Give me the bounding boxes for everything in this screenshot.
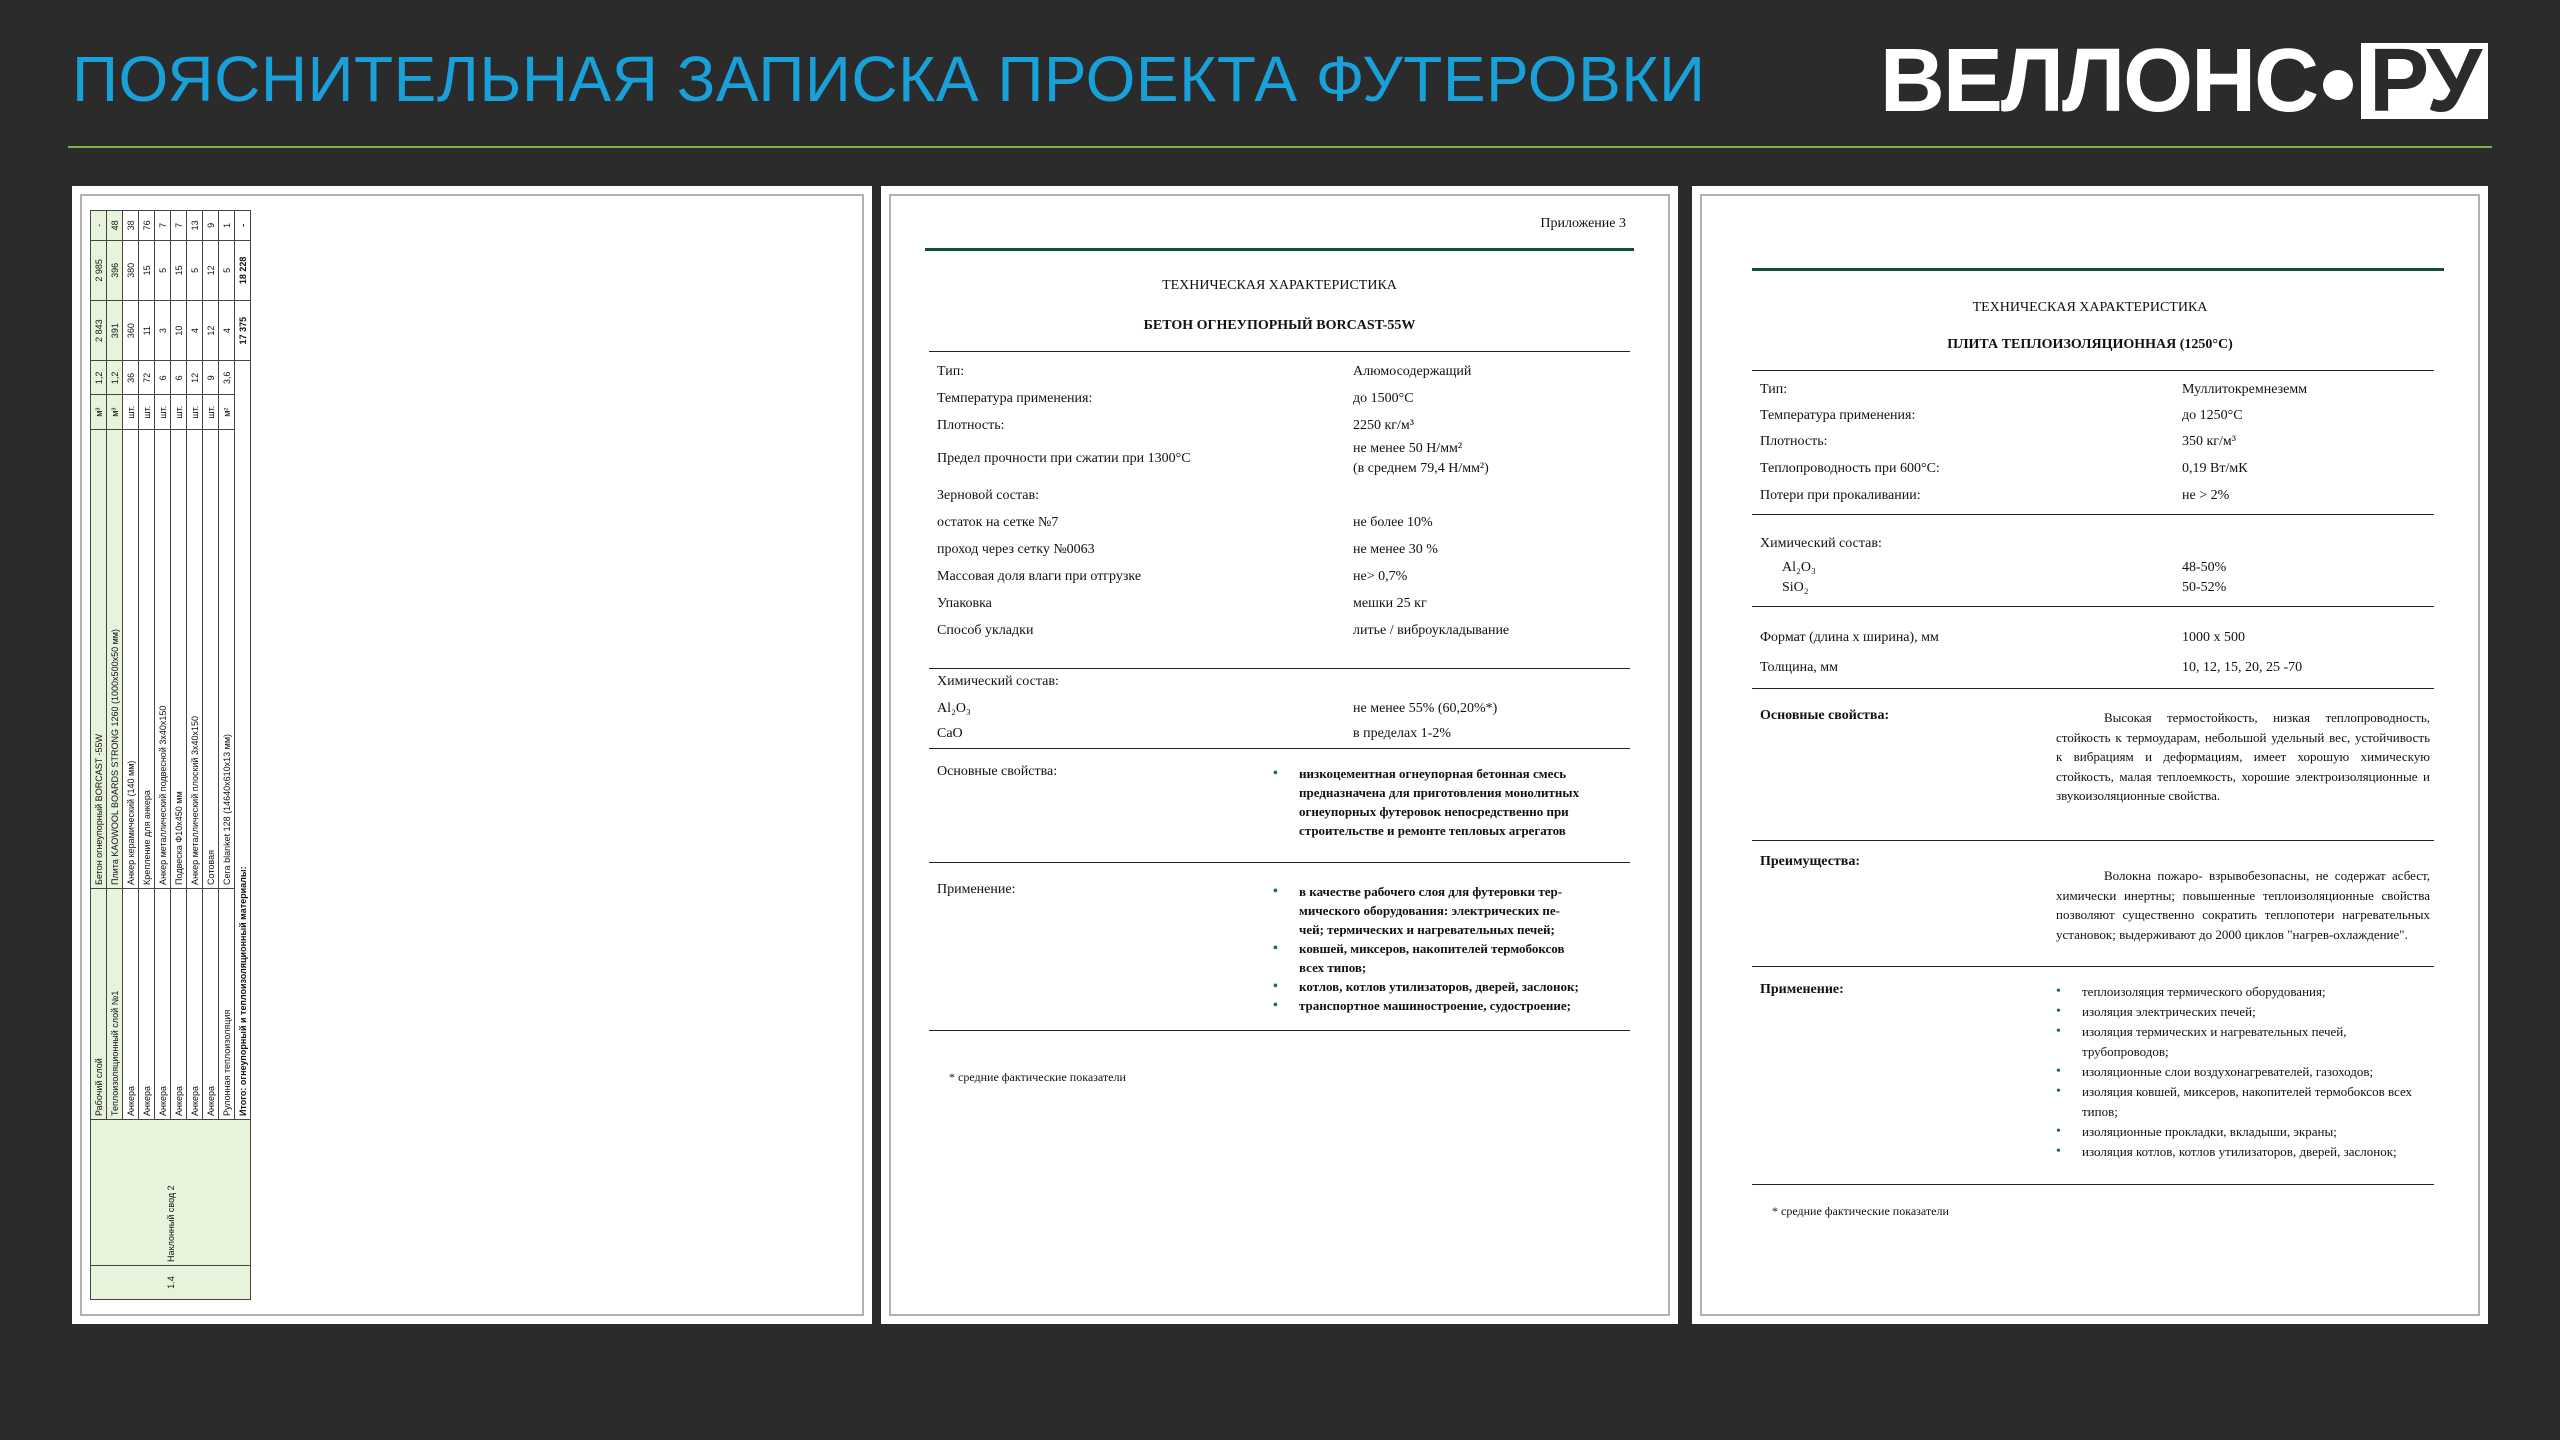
material-cell: Бетон огнеупорный BORCAST -55W	[91, 430, 107, 889]
layer-cell: Теплоизоляционный слой №1	[107, 888, 123, 1119]
prop-value: не> 0,7%	[1353, 569, 1408, 584]
spec-heading: ТЕХНИЧЕСКАЯ ХАРАКТЕРИСТИКА	[1162, 278, 1397, 293]
application-item: • изоляция котлов, котлов утилизаторов, дверей, заслонок;	[2056, 1142, 2430, 1162]
thickness-key: Толщина, мм	[1760, 660, 1838, 675]
prop-value: литье / виброукладывание	[1353, 623, 1510, 638]
main-props-list	[1273, 764, 1608, 840]
price-cell: 76	[139, 211, 155, 241]
qty-cell: 72	[139, 361, 155, 395]
unit-cell: шт.	[123, 395, 139, 430]
material-cell: Сотовая	[203, 430, 219, 889]
layer-cell: Анкера	[203, 888, 219, 1119]
price-cell: 4	[219, 301, 235, 361]
green-rule	[925, 248, 1634, 251]
rule	[1752, 514, 2434, 515]
qty-cell: 1,2	[107, 361, 123, 395]
prop-key: Способ укладки	[937, 623, 1034, 638]
rule	[1752, 966, 2434, 967]
application-item: • изоляция ковшей, миксеров, накопителей термобоксов всех типов;	[2056, 1082, 2430, 1122]
rule	[929, 748, 1630, 749]
application-item: всех типов;	[1299, 960, 1367, 975]
application-item: мического оборудования: электрических пе-	[1299, 903, 1561, 918]
footnote: * средние фактические показатели	[949, 1070, 1126, 1084]
spec-heading: ТЕХНИЧЕСКАЯ ХАРАКТЕРИСТИКА	[1972, 300, 2208, 315]
price-cell: 3	[155, 301, 171, 361]
prop-key: Плотность:	[1760, 434, 1828, 449]
rule	[929, 668, 1630, 669]
main-props-label: Основные свойства:	[937, 764, 1058, 779]
section-name: Наклонный свод 2	[91, 1120, 251, 1266]
prop-key: проход через сетку №0063	[937, 542, 1095, 557]
prop-value: 350 кг/м³	[2182, 434, 2236, 449]
price-cell: 5	[219, 240, 235, 300]
rule	[1752, 840, 2434, 841]
section-number: 1.4	[91, 1265, 251, 1299]
qty-cell: 1,2	[91, 361, 107, 395]
price-cell: 15	[171, 240, 187, 300]
total-cell: 18 228	[235, 240, 251, 300]
price-cell: 391	[107, 301, 123, 361]
application-item: • в качестве рабочего слоя для футеровки тер-	[1273, 882, 1608, 901]
price-cell: 2 985	[91, 240, 107, 300]
rotated-table-wrap	[90, 210, 390, 1300]
logo-text: ВЕЛЛОНС	[1879, 30, 2318, 131]
appendix-label: Приложение 3	[1540, 216, 1626, 231]
prop-key: Упаковка	[937, 596, 992, 611]
application-list	[2056, 982, 2430, 1162]
price-cell: 7	[155, 211, 171, 241]
rule	[929, 862, 1630, 863]
prop-key: Тип:	[937, 364, 965, 379]
document-page-concrete	[881, 186, 1678, 1324]
advantages-text: Волокна пожаро- взрывобезопасны, не содержат асбест, химически инертны; повышенные теплоизоляционные свойства позволяют существенно сократить теплопотери нагревательных установок; выдерживают до 2000 циклов "нагрев-охлаждение".	[2056, 868, 2430, 942]
material-cell: Плита KAOWOOL BOARDS STRONG 1260 (1000х500х50 мм)	[107, 430, 123, 889]
prop-value: не более 10%	[1353, 515, 1433, 530]
qty-cell: 6	[171, 361, 187, 395]
prop-value-2: (в среднем 79,4 Н/мм²)	[1353, 461, 1489, 476]
application-item: • теплоизоляция термического оборудования;	[2056, 982, 2430, 1002]
layer-cell: Анкера	[123, 888, 139, 1119]
rule	[1752, 688, 2434, 689]
application-list	[1273, 882, 1608, 1015]
price-cell: 9	[203, 211, 219, 241]
chem-value: 50-52%	[2182, 580, 2227, 595]
prop-value: до 1500°С	[1353, 391, 1414, 406]
unit-cell: м³	[91, 395, 107, 430]
application-item: • изоляционные слои воздухонагревателей, газоходов;	[2056, 1062, 2430, 1082]
main-props-text: Высокая термостойкость, низкая теплопроводность, стойкость к термоударам, небольшой удельный вес, устойчивость к вибрациям и деформациям, имеет хорошую химическую стойкость, малая теплоемкость, хорошие электроизоляционные и звукоизоляционные свойства.	[2056, 710, 2430, 803]
total-cell: -	[235, 211, 251, 241]
advantages-label: Преимущества:	[1760, 854, 1861, 869]
prop-value: Алюмосодержащий	[1353, 364, 1472, 379]
prop-value: Муллитокремнеземм	[2182, 382, 2308, 397]
chem-value: в пределах 1-2%	[1353, 726, 1451, 741]
price-cell: 2 843	[91, 301, 107, 361]
application-item: • ковшей, миксеров, накопителей термобоксов	[1273, 939, 1608, 958]
price-cell: 4	[187, 301, 203, 361]
prop-value: 0,19 Вт/мК	[2182, 461, 2248, 476]
prop-key: Плотность:	[937, 418, 1005, 433]
chem-key: SiO₂	[1782, 580, 1809, 595]
application-item: • изоляция электрических печей;	[2056, 1002, 2430, 1022]
price-cell: 380	[123, 240, 139, 300]
chem-key: Al₂O₃	[937, 701, 971, 716]
prop-value: не менее 50 Н/мм²	[1353, 441, 1463, 456]
price-cell: 5	[187, 240, 203, 300]
format-key: Формат (длина х ширина), мм	[1760, 630, 1939, 645]
product-name: ПЛИТА ТЕПЛОИЗОЛЯЦИОННАЯ (1250°С)	[1947, 337, 2233, 352]
main-prop-line: строительстве и ремонте тепловых агрегатов	[1299, 823, 1566, 838]
qty-cell: 6	[155, 361, 171, 395]
layer-cell: Анкера	[155, 888, 171, 1119]
prop-value: не менее 30 %	[1353, 542, 1438, 557]
layer-cell: Рулонная теплоизоляция	[219, 888, 235, 1119]
format-value: 1000 х 500	[2182, 630, 2245, 645]
application-label: Применение:	[937, 882, 1016, 897]
layer-cell: Рабочий слой	[91, 888, 107, 1119]
prop-value: мешки 25 кг	[1353, 596, 1427, 611]
brand-logo[interactable]	[1879, 30, 2488, 131]
prop-key: Температура применения:	[1760, 408, 1916, 423]
chem-key: CaO	[937, 726, 963, 741]
prop-value: до 1250°С	[2182, 408, 2243, 423]
qty-cell: 12	[187, 361, 203, 395]
table-row	[91, 211, 107, 1300]
footnote: * средние фактические показатели	[1772, 1204, 1949, 1218]
price-cell: 13	[187, 211, 203, 241]
prop-key: остаток на сетке №7	[937, 515, 1059, 530]
chem-key: Al₂O₃	[1782, 560, 1816, 575]
prop-value: 2250 кг/м³	[1353, 418, 1414, 433]
chem-value: не менее 55% (60,20%*)	[1353, 701, 1498, 716]
material-cell: Cera blanket 128 (14640х610х13 мм)	[219, 430, 235, 889]
chem-value: 48-50%	[2182, 560, 2227, 575]
prop-key: Тип:	[1760, 382, 1788, 397]
price-cell: 7	[171, 211, 187, 241]
price-cell: 5	[155, 240, 171, 300]
prop-key: Массовая доля влаги при отгрузке	[937, 569, 1142, 584]
prop-key: Зерновой состав:	[937, 488, 1040, 503]
material-cell: Крепление для анкера	[139, 430, 155, 889]
price-cell: 15	[139, 240, 155, 300]
price-cell: 360	[123, 301, 139, 361]
prop-key: Потери при прокаливании:	[1760, 488, 1921, 503]
material-cell: Анкер металлический подвесной 3х40х150	[155, 430, 171, 889]
main-prop-line: предназначена для приготовления монолитных	[1299, 785, 1580, 800]
qty-cell: 9	[203, 361, 219, 395]
price-cell: 11	[139, 301, 155, 361]
price-cell: -	[91, 211, 107, 241]
unit-cell: шт.	[203, 395, 219, 430]
price-cell: 38	[123, 211, 139, 241]
price-cell: 48	[107, 211, 123, 241]
layer-cell: Анкера	[139, 888, 155, 1119]
green-rule	[1752, 268, 2444, 271]
price-cell: 12	[203, 240, 219, 300]
logo-ru: РУ	[2361, 43, 2488, 119]
estimate-table	[90, 210, 251, 1300]
unit-cell: м³	[107, 395, 123, 430]
rule	[1752, 606, 2434, 607]
application-item: • изоляция термических и нагревательных печей, трубопроводов;	[2056, 1022, 2430, 1062]
rule	[929, 1030, 1630, 1031]
price-cell: 12	[203, 301, 219, 361]
thickness-value: 10, 12, 15, 20, 25 -70	[2182, 660, 2303, 675]
unit-cell: шт.	[171, 395, 187, 430]
price-cell: 396	[107, 240, 123, 300]
main-prop-line: огнеупорных футеровок непосредственно при	[1299, 804, 1569, 819]
prop-value: не > 2%	[2182, 488, 2230, 503]
material-cell: Анкер керамический (140 мм)	[123, 430, 139, 889]
price-cell: 10	[171, 301, 187, 361]
application-item: • котлов, котлов утилизаторов, дверей, заслонок;	[1273, 977, 1608, 996]
unit-cell: шт.	[187, 395, 203, 430]
rule	[929, 351, 1630, 352]
document-page-estimate	[72, 186, 872, 1324]
total-label: Итого: огнеупорный и теплоизоляционный материалы:	[235, 361, 251, 1120]
page-title: ПОЯСНИТЕЛЬНАЯ ЗАПИСКА ПРОЕКТА ФУТЕРОВКИ	[72, 43, 1706, 115]
application-label: Применение:	[1760, 982, 1844, 997]
price-cell: 1	[219, 211, 235, 241]
rule	[1752, 1184, 2434, 1185]
application-item: чей; термических и нагревательных печей;	[1299, 922, 1555, 937]
application-item: • транспортное машиностроение, судостроение;	[1273, 996, 1608, 1015]
unit-cell: шт.	[139, 395, 155, 430]
qty-cell: 3,6	[219, 361, 235, 395]
chem-label: Химический состав:	[937, 674, 1059, 689]
layer-cell: Анкера	[171, 888, 187, 1119]
material-cell: Подвеска Ф10х450 мм	[171, 430, 187, 889]
unit-cell: м²	[219, 395, 235, 430]
layer-cell: Анкера	[187, 888, 203, 1119]
main-prop-line: • низкоцементная огнеупорная бетонная смесь	[1273, 764, 1608, 783]
total-cell: 17 375	[235, 301, 251, 361]
qty-cell: 36	[123, 361, 139, 395]
product-name: БЕТОН ОГНЕУПОРНЫЙ BORCAST-55W	[1143, 318, 1416, 333]
document-page-board	[1692, 186, 2488, 1324]
main-props-label: Основные свойства:	[1760, 708, 1890, 723]
rule	[1752, 370, 2434, 371]
unit-cell: шт.	[155, 395, 171, 430]
chem-label: Химический состав:	[1760, 536, 1882, 551]
prop-key: Температура применения:	[937, 391, 1093, 406]
material-cell: Анкер металлический плоский 3х40х150	[187, 430, 203, 889]
logo-dot-icon	[2323, 70, 2353, 100]
prop-key: Предел прочности при сжатии при 1300°С	[937, 451, 1191, 466]
header-divider	[68, 146, 2492, 148]
application-item: • изоляционные прокладки, вкладыши, экраны;	[2056, 1122, 2430, 1142]
prop-key: Теплопроводность при 600°С:	[1760, 461, 1940, 476]
